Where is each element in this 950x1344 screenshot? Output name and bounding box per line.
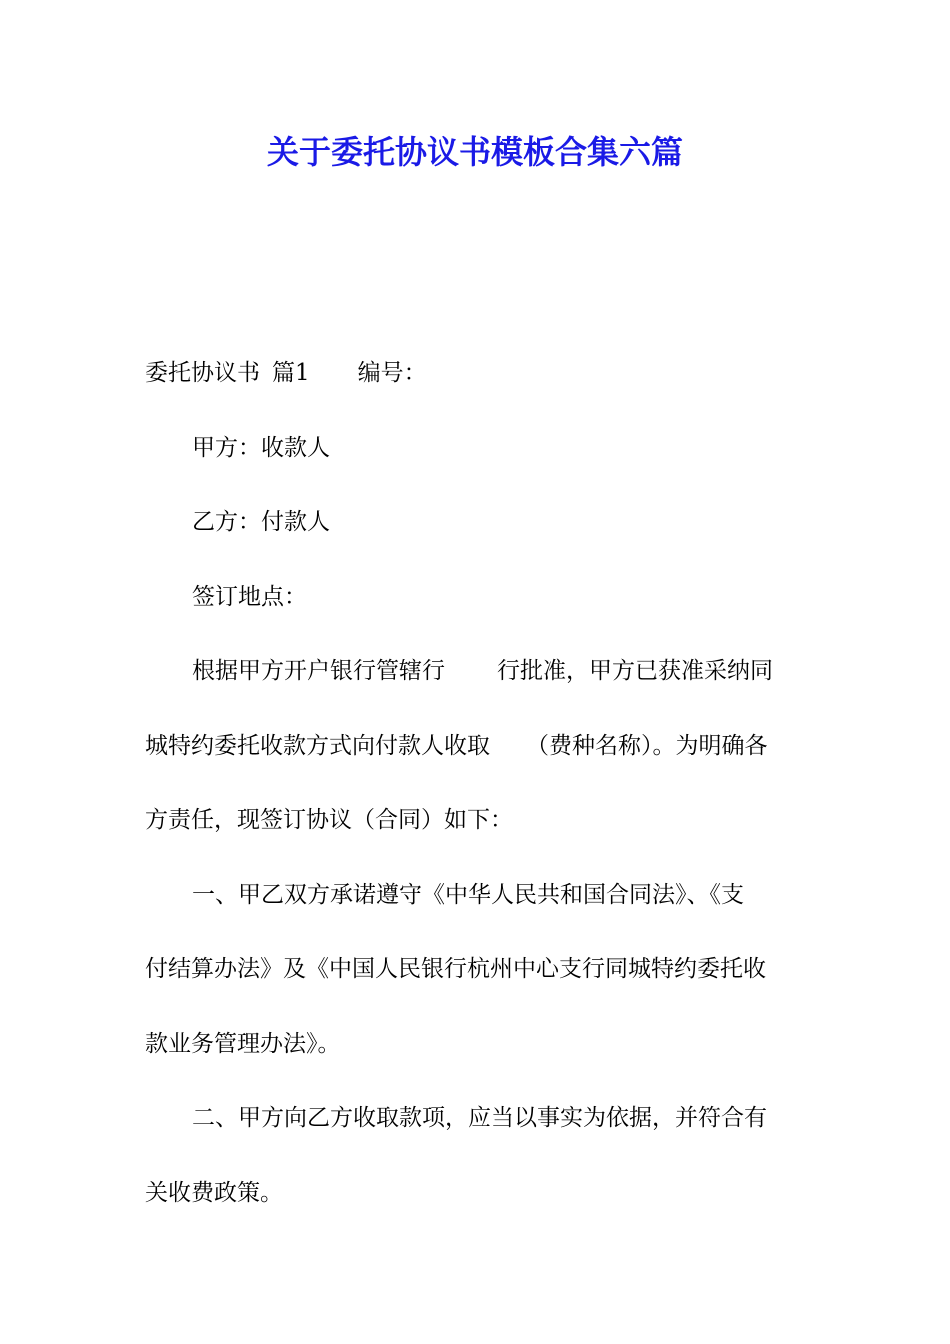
paragraph-1-line-3: 方责任，现签订协议（合同）如下： xyxy=(145,807,513,833)
agreement-heading-line xyxy=(145,336,807,411)
paragraph-2-line-1: 一、甲乙双方承诺遵守《中华人民共和国合同法》、《支 xyxy=(192,881,744,908)
paragraph-3-line-2: 关收费政策。 xyxy=(145,1179,283,1206)
paragraph-2-line-2: 付结算办法》及《中国人民银行杭州中心支行同城特约委托收 xyxy=(145,956,766,982)
agreement-section: 篇1 xyxy=(272,360,310,386)
p1-l1-part-a: 根据甲方开户银行管辖行 xyxy=(192,658,445,684)
p1-l1-part-b: 行批准，甲方已获准采纳同 xyxy=(497,658,773,684)
document-body xyxy=(145,336,807,1230)
paragraph-3-line-1: 二、甲方向乙方收取款项，应当以事实为依据，并符合有 xyxy=(192,1105,767,1131)
agreement-name: 委托协议书 xyxy=(145,360,260,386)
p1-l2-part-b: （费种名称）。为明确各 xyxy=(526,732,768,759)
agreement-number-label: 编号： xyxy=(357,360,427,386)
paragraph-1-line-1 xyxy=(145,634,807,709)
party-a: 甲方：收款人 xyxy=(192,434,330,461)
document-title: 关于委托协议书模板合集六篇 xyxy=(266,133,683,171)
signing-place: 签订地点： xyxy=(192,583,307,610)
p1-l2-part-a: 城特约委托收款方式向付款人收取 xyxy=(145,732,490,759)
paragraph-1-line-2 xyxy=(145,709,807,784)
party-b: 乙方：付款人 xyxy=(192,509,330,535)
paragraph-2-line-3: 款业务管理办法》。 xyxy=(145,1030,341,1057)
